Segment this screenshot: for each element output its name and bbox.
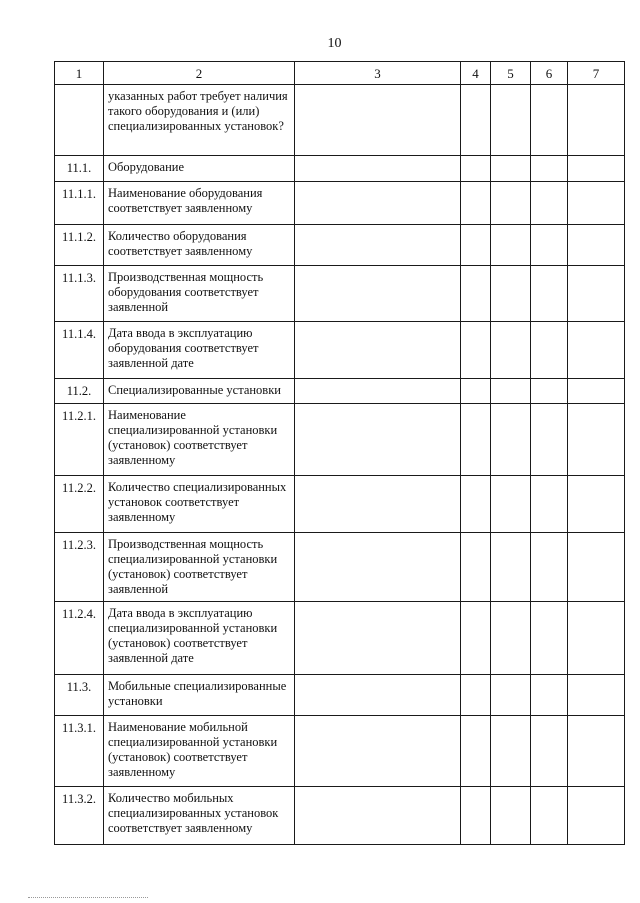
table-row <box>55 156 625 182</box>
empty-cell <box>568 787 625 845</box>
table-row <box>55 85 625 156</box>
empty-cell <box>295 716 461 787</box>
empty-cell <box>461 602 491 675</box>
empty-cell <box>568 602 625 675</box>
empty-cell <box>295 787 461 845</box>
item-text: Наименование мобильной специализированной установки (установок) соответствует заявленному <box>104 716 295 787</box>
empty-cell <box>568 476 625 533</box>
empty-cell <box>295 156 461 182</box>
item-number: 11.1.4. <box>55 322 104 379</box>
empty-cell <box>531 533 568 602</box>
empty-cell <box>461 404 491 476</box>
empty-cell <box>568 156 625 182</box>
empty-cell <box>568 85 625 156</box>
empty-cell <box>295 404 461 476</box>
item-text: Количество мобильных специализированных установок соответствует заявленному <box>104 787 295 845</box>
item-number <box>55 85 104 156</box>
empty-cell <box>531 787 568 845</box>
empty-cell <box>491 182 531 225</box>
table-row <box>55 602 625 675</box>
empty-cell <box>461 156 491 182</box>
empty-cell <box>461 476 491 533</box>
empty-cell <box>491 602 531 675</box>
item-number: 11.3.1. <box>55 716 104 787</box>
empty-cell <box>461 787 491 845</box>
empty-cell <box>491 675 531 716</box>
column-header: 4 <box>461 62 491 85</box>
item-text: Оборудование <box>104 156 295 182</box>
item-text: Наименование специализированной установки (установок) соответствует заявленному <box>104 404 295 476</box>
empty-cell <box>531 602 568 675</box>
empty-cell <box>531 379 568 404</box>
empty-cell <box>461 379 491 404</box>
empty-cell <box>568 716 625 787</box>
empty-cell <box>461 322 491 379</box>
empty-cell <box>531 476 568 533</box>
header-row <box>55 62 625 85</box>
empty-cell <box>461 533 491 602</box>
table-row <box>55 225 625 266</box>
empty-cell <box>568 404 625 476</box>
empty-cell <box>491 404 531 476</box>
column-header: 5 <box>491 62 531 85</box>
empty-cell <box>491 85 531 156</box>
table-row <box>55 266 625 322</box>
item-number: 11.3. <box>55 675 104 716</box>
scan-artifact-line <box>28 897 148 899</box>
table-row <box>55 182 625 225</box>
empty-cell <box>491 787 531 845</box>
empty-cell <box>295 85 461 156</box>
empty-cell <box>295 675 461 716</box>
empty-cell <box>491 476 531 533</box>
item-number: 11.1. <box>55 156 104 182</box>
empty-cell <box>491 533 531 602</box>
item-number: 11.3.2. <box>55 787 104 845</box>
empty-cell <box>295 533 461 602</box>
table-row <box>55 675 625 716</box>
item-text: указанных работ требует наличия такого оборудования и (или) специализированных установок? <box>104 85 295 156</box>
checklist-table <box>54 61 625 845</box>
item-number: 11.2.3. <box>55 533 104 602</box>
empty-cell <box>461 266 491 322</box>
table-row <box>55 379 625 404</box>
item-text: Количество оборудования соответствует заявленному <box>104 225 295 266</box>
table-row <box>55 787 625 845</box>
column-header: 3 <box>295 62 461 85</box>
table-row <box>55 322 625 379</box>
empty-cell <box>531 716 568 787</box>
table-row <box>55 404 625 476</box>
empty-cell <box>491 225 531 266</box>
empty-cell <box>295 266 461 322</box>
empty-cell <box>295 322 461 379</box>
item-number: 11.1.3. <box>55 266 104 322</box>
empty-cell <box>491 379 531 404</box>
empty-cell <box>461 716 491 787</box>
empty-cell <box>531 85 568 156</box>
empty-cell <box>531 675 568 716</box>
empty-cell <box>461 675 491 716</box>
item-text: Производственная мощность оборудования соответствует заявленной <box>104 266 295 322</box>
empty-cell <box>531 404 568 476</box>
empty-cell <box>568 266 625 322</box>
item-text: Дата ввода в эксплуатацию оборудования соответствует заявленной дате <box>104 322 295 379</box>
empty-cell <box>531 156 568 182</box>
page-number: 10 <box>327 36 342 51</box>
empty-cell <box>568 322 625 379</box>
empty-cell <box>568 225 625 266</box>
empty-cell <box>461 225 491 266</box>
empty-cell <box>531 322 568 379</box>
table-row <box>55 476 625 533</box>
item-text: Наименование оборудования соответствует заявленному <box>104 182 295 225</box>
column-header: 1 <box>55 62 104 85</box>
empty-cell <box>461 85 491 156</box>
empty-cell <box>491 322 531 379</box>
empty-cell <box>531 225 568 266</box>
table-row <box>55 716 625 787</box>
empty-cell <box>531 266 568 322</box>
empty-cell <box>568 533 625 602</box>
empty-cell <box>461 182 491 225</box>
item-text: Мобильные специализированные установки <box>104 675 295 716</box>
item-number: 11.1.1. <box>55 182 104 225</box>
empty-cell <box>491 716 531 787</box>
empty-cell <box>568 182 625 225</box>
empty-cell <box>491 156 531 182</box>
item-number: 11.2.1. <box>55 404 104 476</box>
item-text: Количество специализированных установок соответствует заявленному <box>104 476 295 533</box>
item-text: Специализированные установки <box>104 379 295 404</box>
empty-cell <box>295 225 461 266</box>
table-row <box>55 533 625 602</box>
item-number: 11.2.2. <box>55 476 104 533</box>
empty-cell <box>531 182 568 225</box>
empty-cell <box>295 182 461 225</box>
empty-cell <box>295 379 461 404</box>
empty-cell <box>295 602 461 675</box>
item-text: Производственная мощность специализированной установки (установок) соответствует заявленной <box>104 533 295 602</box>
empty-cell <box>568 675 625 716</box>
column-header: 7 <box>568 62 625 85</box>
item-text: Дата ввода в эксплуатацию специализированной установки (установок) соответствует заявленной дате <box>104 602 295 675</box>
item-number: 11.1.2. <box>55 225 104 266</box>
item-number: 11.2.4. <box>55 602 104 675</box>
empty-cell <box>491 266 531 322</box>
column-header: 6 <box>531 62 568 85</box>
empty-cell <box>295 476 461 533</box>
item-number: 11.2. <box>55 379 104 404</box>
empty-cell <box>568 379 625 404</box>
column-header: 2 <box>104 62 295 85</box>
